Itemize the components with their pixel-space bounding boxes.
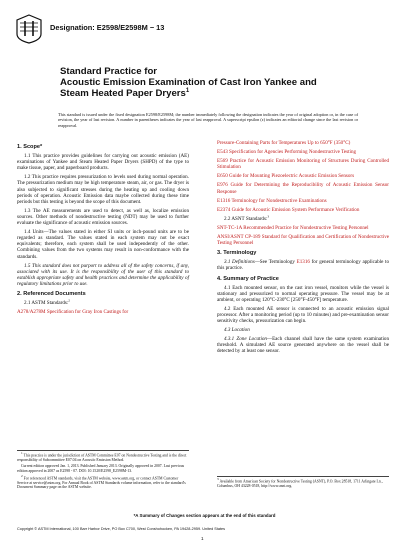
- ref-snt-code[interactable]: SNT-TC-1A: [217, 224, 243, 231]
- para-3-1-ref[interactable]: E1316: [296, 259, 310, 266]
- ref-a278-code[interactable]: A278/A278M: [17, 309, 46, 316]
- para-2-1: [17, 300, 189, 306]
- para-4-2: 4.2 Each mounted AE sensor is connected to an acoustic emission signal processor. After a monitoring period (up to 10 minutes) and pre-examination sensor sensitivity checks, pressurization can begin.: [217, 305, 389, 325]
- ref-e569[interactable]: [217, 158, 389, 170]
- footnote-3-mark: 3: [217, 477, 219, 481]
- ref-e976-text[interactable]: Guide for Determining the Reproducibility of Acoustic Emission Sensor Response: [217, 182, 389, 195]
- para-2-2: [217, 216, 389, 222]
- para-3-1: [217, 259, 389, 271]
- para-3-1-text-a: —See Terminology: [254, 259, 295, 266]
- ref-e2374-code[interactable]: E2374: [217, 206, 231, 213]
- footnote-1-mark: 1: [21, 451, 23, 455]
- para-2-1-mark: 2: [68, 298, 70, 303]
- terminology-heading: 3. Terminology: [217, 250, 257, 257]
- footnotes-left: [17, 450, 189, 492]
- footnote-1-text: This practice is under the jurisdiction of ASTM Committee E07 on Nondestructive Testing and is the direct responsibility of Subcommittee E07.04 on Acoustic Emission Method.: [17, 453, 187, 462]
- para-3-1-label: 3.1 Definitions: [224, 259, 255, 266]
- para-1-1: 1.1 This practice provides guidelines for carrying out acoustic emission (AE) examinations of Yankee and Steam Heated Paper Dryers (SHPD) of the type to make tissue, paper, and paperboard products.: [17, 153, 189, 172]
- para-3-1-text-b: for general terminology applicable to this practice.: [217, 259, 389, 272]
- footnote-2: [17, 473, 189, 490]
- ref-cp189-code[interactable]: ANSI/ASNT CP-189: [217, 234, 261, 241]
- astm-logo: [16, 14, 42, 44]
- refdocs-heading: 2. Referenced Documents: [17, 290, 86, 297]
- designation: Designation: E2598/E2598M − 13: [50, 23, 165, 32]
- para-4-3: 4.3 Location: [224, 327, 250, 334]
- footnote-3: [217, 476, 389, 488]
- footnote-3-text: Available from American Society for Nondestructive Testing (ASNT), P.O. Box 28518, 1711 Arlingate Ln., Columbus, OH 43228-0518, http://www.asnt.org.: [217, 479, 383, 488]
- ref-e543[interactable]: [217, 149, 389, 155]
- para-1-4-label: 1.4 Units: [24, 229, 44, 236]
- ref-e2374-text[interactable]: Guide for Acoustic Emission System Performance Verification: [231, 206, 360, 213]
- ref-cp189-text[interactable]: Standard for Qualification and Certification of Nondestructive Testing Personnel: [217, 234, 390, 247]
- title-line-3-text: Steam Heated Paper Dryers: [60, 88, 186, 99]
- para-4-1: 4.1 Each mounted sensor, on the cast iron vessel, monitors while the vessel is stationary and pressurized to normal operating pressure. The vessel may be at ambient, or operating 120°C-230°C [250°F-450°F] temperature.: [217, 284, 389, 303]
- footnote-1: [17, 453, 189, 462]
- ref-snt-text[interactable]: Recommended Practice for Nondestructive Testing Personnel: [243, 224, 369, 231]
- copyright: Copyright © ASTM International, 100 Barr Harbor Drive, PO Box C700, West Conshohocken, PA 19428-2959. United States: [17, 527, 226, 531]
- para-1-4: [17, 229, 189, 259]
- document-title: [60, 66, 360, 99]
- ref-e650[interactable]: [217, 173, 389, 179]
- ref-e2374[interactable]: [217, 207, 389, 213]
- para-2-2-mark: 3: [267, 214, 270, 219]
- ref-e650-text[interactable]: Guide for Mounting Piezoelectric Acoustic Emission Sensors: [229, 173, 355, 180]
- page-number: 1: [201, 536, 204, 541]
- para-1-2: 1.2 This practice requires pressurization to levels used during normal operation. The pressurization medium may be high temperature steam, air, or gas. The dryer is also subjected to significant stresses during the heating up and cooling down periods of operation. Acoustic Emission data maybe collected during these time periods but this testing is beyond the scope of this document.: [17, 174, 189, 205]
- title-line-1: Standard Practice for: [60, 66, 158, 77]
- ref-e650-code[interactable]: E650: [217, 173, 228, 180]
- para-1-4-text: —The values stated in either SI units or inch-pound units are to be regarded as standard. The values stated in each system may not be exact equivalents; therefore, each system shall be used independently of the other. Combining values from the two systems may result in non-conformance with the standards.: [17, 229, 189, 260]
- scope-heading: 1. Scope*: [17, 144, 43, 150]
- summary-of-changes-note: *A Summary of Changes section appears at the end of this standard: [133, 513, 276, 518]
- title-line-2: Acoustic Emission Examination of Cast Iron Yankee and: [60, 77, 317, 88]
- title-footnote-mark: 1: [185, 87, 190, 94]
- para-2-1-text: 2.1 ASTM Standards:: [24, 300, 69, 307]
- footnote-2-text: For referenced ASTM standards, visit the ASTM website, www.astm.org, or contact ASTM Customer Service at service@astm.org. For Annual Book of ASTM Standards volume information, refer to the standard's Document Summary page on the ASTM website.: [17, 475, 186, 490]
- ref-e543-text[interactable]: Specification for Agencies Performing Nondestructive Testing: [229, 149, 357, 156]
- para-2-2-text: 2.2 ASNT Standards:: [224, 215, 268, 222]
- ref-snt[interactable]: [217, 225, 389, 231]
- ref-a278[interactable]: [17, 309, 189, 315]
- ref-e1316[interactable]: [217, 198, 389, 204]
- para-4-3-1: [217, 336, 389, 354]
- ref-e976[interactable]: [217, 182, 389, 194]
- ref-cp189[interactable]: [217, 234, 389, 246]
- para-1-5: 1.5 This standard does not purport to address all of the safety concerns, if any, associated with its use. It is the responsibility of the user of this standard to establish appropriate safety and health practices and determine the applicability of regulatory limitations prior to use.: [17, 262, 189, 287]
- footnote-2-mark: 2: [21, 473, 23, 478]
- preamble: This standard is issued under the fixed designation E2598/E2598M; the number immediately following the designation indicates the year of original adoption or, in the case of revision, the year of last revision. A number in parentheses indicates the year of last reapproval. A superscript epsilon (ε) indicates an editorial change since the last revision or reapproval.: [58, 112, 358, 128]
- para-4-3-1-label: 4.3.1 Zone Location: [224, 336, 267, 343]
- summary-heading: 4. Summary of Practice: [217, 275, 279, 282]
- ref-e976-code[interactable]: E976: [217, 182, 228, 189]
- ref-e1316-code[interactable]: E1316: [217, 197, 231, 204]
- ref-e543-code[interactable]: E543: [217, 149, 228, 156]
- left-column: [17, 140, 189, 318]
- ref-e1316-text[interactable]: Terminology for Nondestructive Examinations: [231, 197, 327, 204]
- para-4-3-1-text: —Each channel shall have the same system examination threshold. A simulated AE source generated anywhere on the vessel shall be detected by at least one sensor.: [217, 336, 389, 355]
- ref-e569-text[interactable]: Practice for Acoustic Emission Monitoring of Structures During Controlled Stimulation: [217, 158, 389, 171]
- para-1-3: 1.3 The AE measurements are used to detect, as well as, localize emission sources. Other methods of nondestructive testing (NDT) may be used to further evaluate the significance of acoustic emission sources.: [17, 207, 189, 227]
- right-column: [217, 140, 389, 358]
- ref-e569-code[interactable]: E569: [217, 158, 228, 165]
- title-line-3: [60, 88, 360, 99]
- ref-a278-text[interactable]: Specification for Gray Iron Castings for: [46, 309, 129, 316]
- ref-a278-continued[interactable]: Pressure-Containing Parts for Temperatures Up to 650°F (350°C): [217, 140, 351, 146]
- footnote-1b: Current edition approved Jan. 1, 2013. Published January 2013. Originally approved in 2007. Last previous edition approved in 2007 as E2598 - 07. DOI: 10.1520/E2598_E2598M-13.: [17, 464, 185, 474]
